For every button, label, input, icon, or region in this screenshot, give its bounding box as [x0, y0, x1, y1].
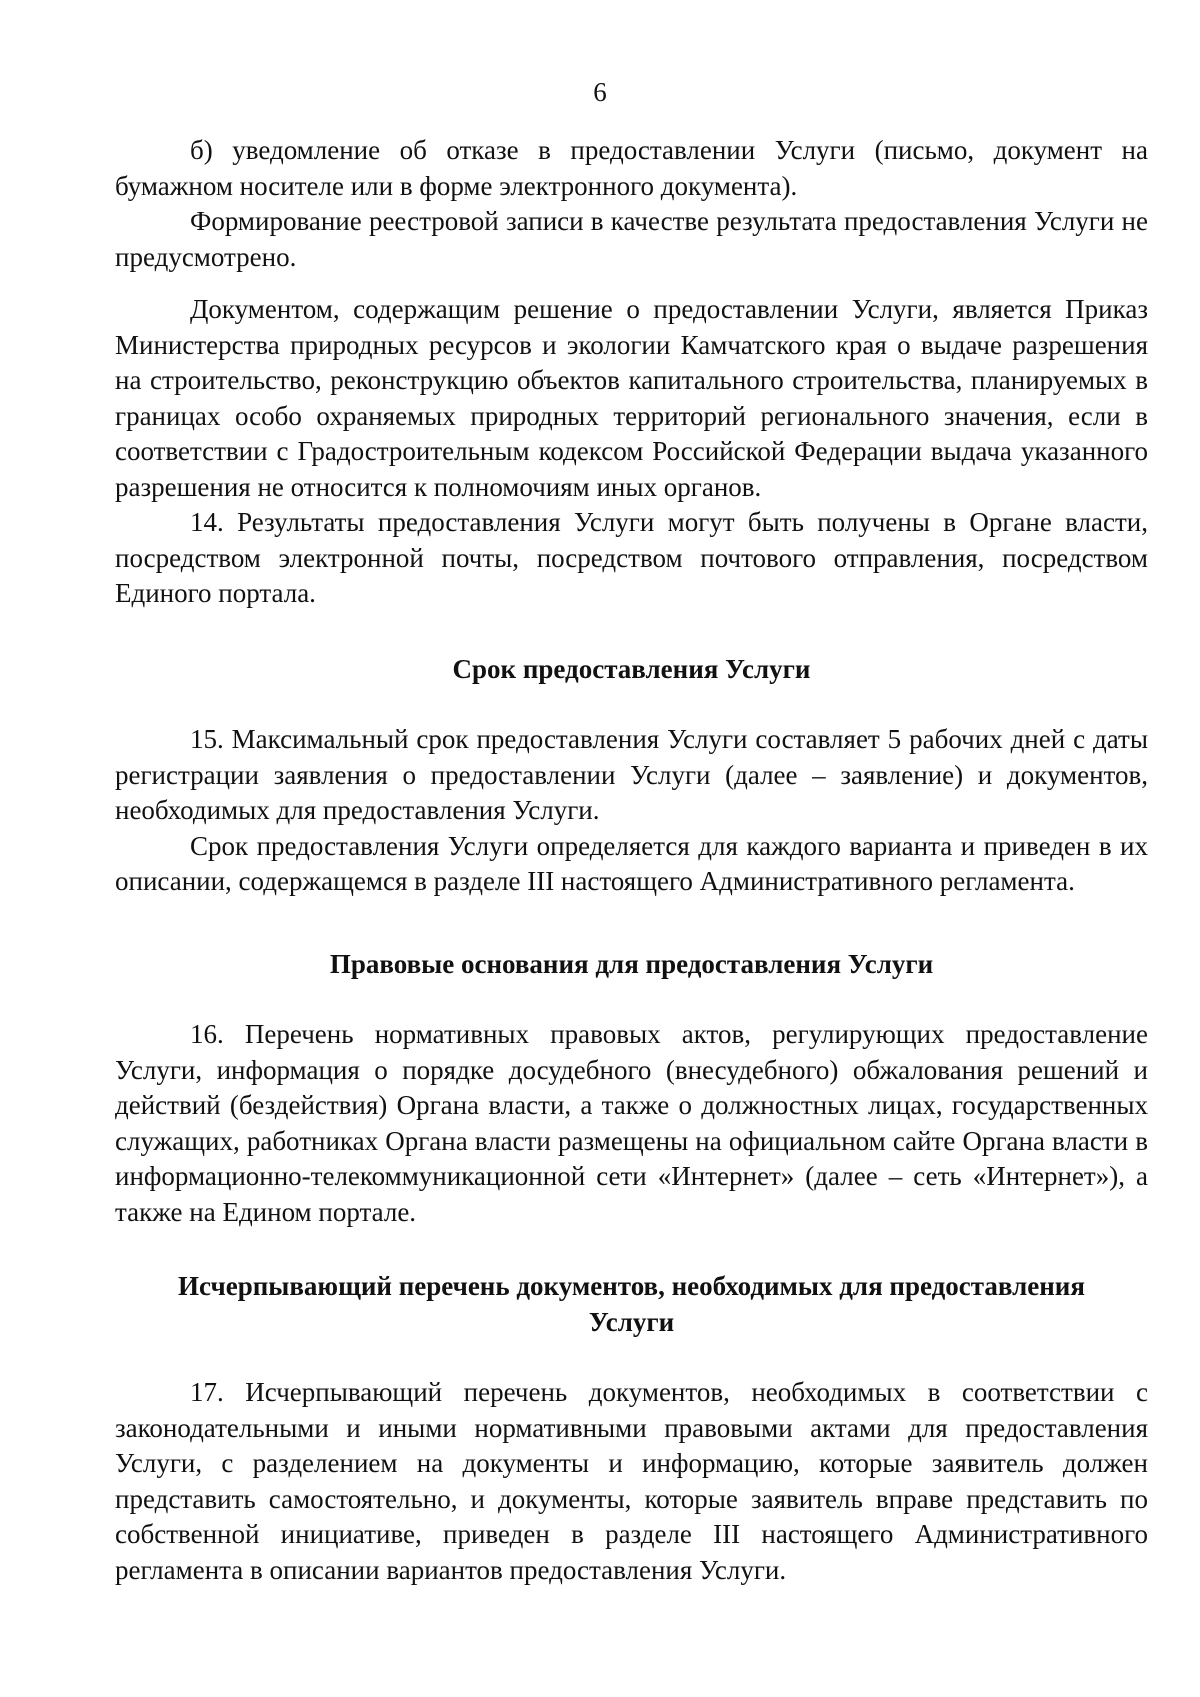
- paragraph-item-14: 14. Результаты предоставления Услуги могут быть получены в Органе власти, посредством электронной почты, посредством почтового отправления, посредством Единого портала.: [115, 507, 1148, 608]
- section-heading-term: Срок предоставления Услуги: [452, 653, 811, 684]
- document-body: [115, 133, 1148, 1588]
- paragraph-result-refusal: б) уведомление об отказе в предоставлении Услуги (письмо, документ на бумажном носителе или в форме электронного документа).: [115, 135, 1148, 201]
- paragraph-term-variants: Срок предоставления Услуги определяется для каждого варианта и приведен в их описании, содержащемся в разделе III настоящего Административного регламента.: [115, 830, 1148, 896]
- paragraph-item-16: 16. Перечень нормативных правовых актов, регулирующих предоставление Услуги, информация о порядке досудебного (внесудебного) обжалования решений и действий (бездействия) Органа власти, а также о должностных лицах, государственных служащих, работниках Органа власти размещены на официальном сайте Органа власти в информационно-телекоммуникационной сети «Интернет» (далее – сеть «Интернет»), а также на Едином портале.: [115, 1019, 1148, 1227]
- section-heading-legal-basis: Правовые основания для предоставления Услуги: [329, 948, 934, 979]
- paragraph-decision-document: Документом, содержащим решение о предоставлении Услуги, является Приказ Министерства природных ресурсов и экологии Камчатского края о выдаче разрешения на строительство, реконструкцию объектов капитального строительства, планируемых в границах особо охраняемых природных территорий регионального значения, если в соответствии с Градостроительным кодексом Российской Федерации выдача указанного разрешения не относится к полномочиям иных органов.: [115, 294, 1148, 502]
- paragraph-item-17: 17. Исчерпывающий перечень документов, необходимых в соответствии с законодательными и иными нормативными правовыми актами для предоставления Услуги, с разделением на документы и информацию, которые заявитель должен представить самостоятельно, и документы, которые заявитель вправе представить по собственной инициативе, приведен в разделе III настоящего Административного регламента в описании вариантов предоставления Услуги.: [115, 1377, 1148, 1585]
- paragraph-item-15: 15. Максимальный срок предоставления Услуги составляет 5 рабочих дней с даты регистрации заявления о предоставлении Услуги (далее – заявление) и документов, необходимых для предоставления Услуги.: [115, 724, 1148, 825]
- section-heading-documents-list: Исчерпывающий перечень документов, необходимых для предоставления Услуги: [178, 1271, 1085, 1337]
- page-number: 6: [593, 77, 607, 107]
- paragraph-registry-record: Формирование реестровой записи в качестве результата предоставления Услуги не предусмотрено.: [115, 206, 1148, 272]
